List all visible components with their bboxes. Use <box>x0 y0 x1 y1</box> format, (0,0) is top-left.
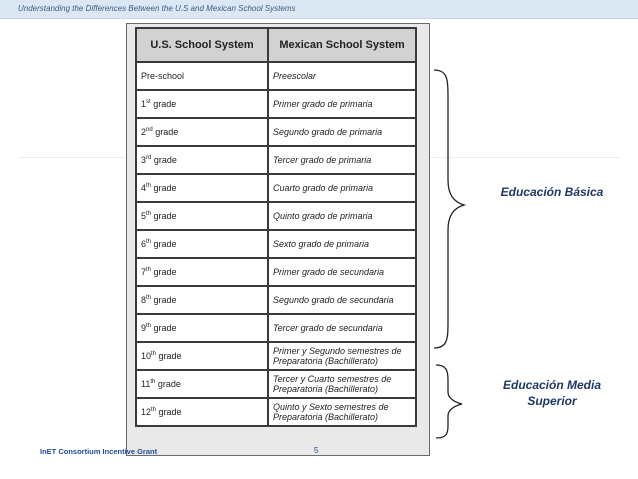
us-grade-ordinal: th <box>146 323 152 329</box>
us-grade-ordinal: th <box>146 211 152 217</box>
us-grade-suffix: grade <box>156 407 182 417</box>
us-grade-suffix: grade <box>151 323 177 333</box>
page-number: 5 <box>314 446 319 455</box>
us-grade-suffix: grade <box>151 267 177 277</box>
mexican-grade-cell: Preescolar <box>268 62 416 90</box>
table-row <box>136 398 416 426</box>
brace-media-icon <box>436 365 462 438</box>
us-grade-text: 6 <box>141 239 147 249</box>
mexican-grade-cell: Sexto grado de primaria <box>268 230 416 258</box>
table-row <box>136 174 416 202</box>
mexican-grade-cell: Primer grado de primaria <box>268 90 416 118</box>
table-row <box>136 286 416 314</box>
mexican-grade-cell: Tercer grado de primaria <box>268 146 416 174</box>
footer-credit: InET Consortium Incentive Grant <box>40 447 158 456</box>
us-grade-ordinal: nd <box>146 127 153 133</box>
us-grade-ordinal: th <box>150 379 156 385</box>
slide-header-title: Understanding the Differences Between the U.S and Mexican School Systems <box>18 4 296 13</box>
us-grade-cell <box>136 118 268 146</box>
us-grade-text: 8 <box>141 295 147 305</box>
table-row <box>136 90 416 118</box>
us-grade-suffix: grade <box>151 183 177 193</box>
mexican-grade-cell: Cuarto grado de primaria <box>268 174 416 202</box>
header-mexican-system: Mexican School System <box>268 28 416 62</box>
table-row <box>136 62 416 90</box>
table-header-row <box>136 28 416 62</box>
brace-basica-icon <box>434 70 464 348</box>
us-grade-text: 3 <box>141 155 147 165</box>
mexican-grade-cell: Quinto y Sexto semestres de Preparatoria (Bachillerato) <box>268 398 416 426</box>
us-grade-text: 11 <box>141 379 151 389</box>
table-row <box>136 202 416 230</box>
us-grade-text: 2 <box>141 127 147 137</box>
us-grade-suffix: grade <box>150 99 177 109</box>
us-grade-suffix: grade <box>155 379 181 389</box>
us-grade-cell <box>136 90 268 118</box>
us-grade-text: 5 <box>141 211 147 221</box>
us-grade-cell <box>136 174 268 202</box>
table-row <box>136 342 416 370</box>
us-grade-cell <box>136 286 268 314</box>
us-grade-suffix: grade <box>151 211 177 221</box>
mexican-grade-cell: Segundo grado de primaria <box>268 118 416 146</box>
us-grade-text: 1 <box>141 99 147 109</box>
us-grade-ordinal: th <box>146 267 152 273</box>
table-row <box>136 314 416 342</box>
us-grade-text: 9 <box>141 323 147 333</box>
us-grade-cell <box>136 202 268 230</box>
mexican-grade-cell: Tercer y Cuarto semestres de Preparatoria (Bachillerato) <box>268 370 416 398</box>
us-grade-text: 12 <box>141 407 152 417</box>
mexican-grade-cell: Primer y Segundo semestres de Preparatoria (Bachillerato) <box>268 342 416 370</box>
us-grade-suffix: grade <box>151 239 177 249</box>
label-educacion-media-superior <box>482 377 622 409</box>
us-grade-cell <box>136 342 268 370</box>
mexican-grade-cell: Primer grado de secundaria <box>268 258 416 286</box>
us-grade-cell <box>136 258 268 286</box>
us-grade-cell <box>136 398 268 426</box>
us-grade-cell <box>136 314 268 342</box>
us-grade-ordinal: th <box>151 407 157 413</box>
label-media-line1: Educación Media <box>502 378 602 392</box>
mexican-grade-cell: Segundo grado de secundaria <box>268 286 416 314</box>
us-grade-cell <box>136 62 268 90</box>
us-grade-cell <box>136 146 268 174</box>
us-grade-ordinal: st <box>146 99 151 105</box>
mexican-grade-cell: Quinto grado de primaria <box>268 202 416 230</box>
us-grade-suffix: grade <box>152 127 179 137</box>
table-row <box>136 230 416 258</box>
us-grade-ordinal: rd <box>146 155 152 161</box>
us-grade-ordinal: th <box>146 183 152 189</box>
us-grade-text: 4 <box>141 183 147 193</box>
brace-icons <box>426 60 486 440</box>
us-grade-suffix: grade <box>151 295 177 305</box>
slide-header <box>0 0 638 19</box>
us-grade-cell <box>136 370 268 398</box>
us-grade-text: Pre-school <box>141 71 185 81</box>
label-educacion-basica: Educación Básica <box>500 185 604 199</box>
us-grade-cell <box>136 230 268 258</box>
us-grade-ordinal: th <box>146 239 152 245</box>
us-grade-text: 7 <box>141 267 147 277</box>
mexican-grade-cell: Tercer grado de secundaria <box>268 314 416 342</box>
table-row <box>136 370 416 398</box>
us-grade-ordinal: th <box>151 351 157 357</box>
us-grade-text: 10 <box>141 351 152 361</box>
us-grade-suffix: grade <box>156 351 182 361</box>
table-row <box>136 118 416 146</box>
school-comparison-table <box>135 27 417 427</box>
us-grade-suffix: grade <box>151 155 177 165</box>
label-media-line2: Superior <box>527 394 577 408</box>
table-row <box>136 146 416 174</box>
header-us-system: U.S. School System <box>136 28 268 62</box>
us-grade-ordinal: th <box>146 295 152 301</box>
table-row <box>136 258 416 286</box>
